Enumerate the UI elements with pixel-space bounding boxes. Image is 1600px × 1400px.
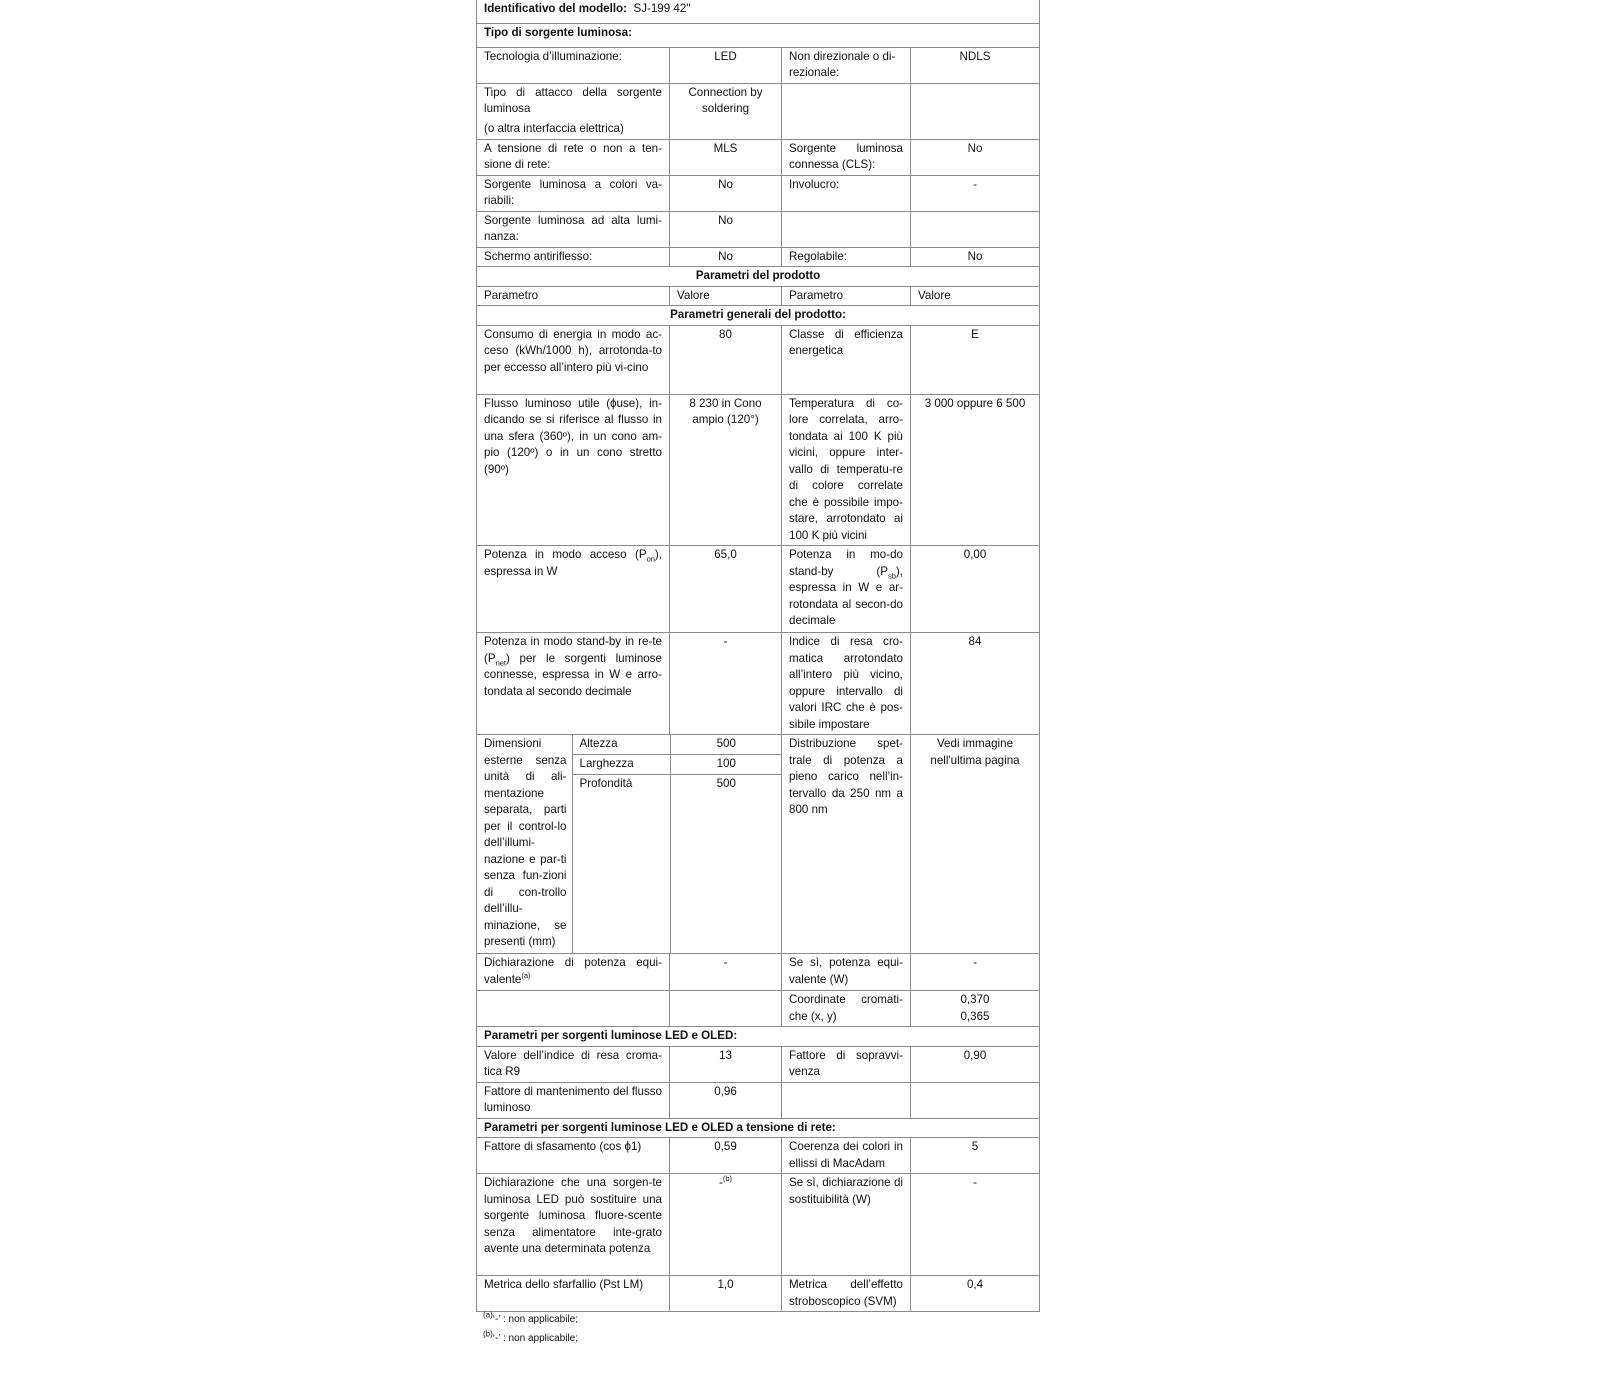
- equivalent-power-watt-value: -: [911, 954, 1040, 991]
- colour-temperature-label: Temperatura di co-lore correlata, arro-tondata ai 100 K più vicini, oppure inter-vallo di temperatu-re di colore correlate che è possibile impo-stare, arrotondato ai 100 K più vicini: [782, 394, 911, 546]
- empty-cell: [670, 991, 782, 1027]
- chromaticity-x: 0,370: [960, 993, 990, 1006]
- product-information-sheet: [476, 0, 1039, 1312]
- chromaticity-y: 0,365: [960, 1009, 990, 1023]
- macadam-consistency-value: 5: [911, 1138, 1040, 1174]
- product-parameters-table: [476, 0, 1040, 1312]
- footnotes: [483, 1310, 578, 1348]
- energy-class-label: Classe di efficienza energetica: [782, 325, 911, 394]
- colour-temperature-value: 3 000 oppure 6 500: [911, 394, 1040, 546]
- model-identifier-label: Identificativo del modello:: [484, 2, 628, 15]
- empty-cell: [782, 1082, 911, 1118]
- lighting-technology-value: LED: [670, 47, 782, 83]
- depth-label: Profondità: [572, 774, 670, 953]
- standby-power-label: Potenza in mo-do stand-by $(P_{sb})$, espressa in W e ar-rotondata al secon-do decimale: [782, 546, 911, 633]
- replacement-claim-watt-value: -: [911, 1174, 1040, 1276]
- envelope-label: Involucro:: [782, 175, 911, 211]
- model-identifier-row: [477, 0, 1040, 23]
- energy-consumption-label: Consumo di energia in modo ac-ceso (kWh/1000 h), arrotonda-to per eccesso all’intero più vi-cino: [477, 325, 670, 394]
- survival-factor-value: 0,90: [911, 1046, 1040, 1082]
- empty-cell: [477, 991, 670, 1027]
- column-header-value: Valore: [670, 286, 782, 306]
- chromaticity-value: [911, 991, 1040, 1027]
- height-value: 500: [716, 737, 736, 750]
- cap-type-value: Connection by soldering: [670, 83, 782, 139]
- column-header-value-2: Valore: [911, 286, 1040, 306]
- empty-cell: [911, 83, 1040, 139]
- colour-tuneable-value: No: [670, 175, 782, 211]
- width-label: Larghezza: [572, 754, 670, 774]
- r9-index-label: Valore dell’indice di resa croma-tica R9: [477, 1046, 670, 1082]
- equivalent-power-value: -: [670, 954, 782, 991]
- lumen-maintenance-value: 0,96: [670, 1082, 782, 1118]
- cap-type-label-note: (o altra interfaccia elettrica): [484, 121, 624, 135]
- networked-standby-power-value: -: [670, 633, 782, 735]
- cap-type-label: Tipo di attacco della sorgente luminosa: [484, 85, 662, 115]
- equivalent-power-label: Dichiarazione di potenza equi-valente$^{(a)}$: [477, 954, 670, 991]
- anti-glare-value: No: [670, 247, 782, 267]
- high-luminance-value: No: [670, 211, 782, 247]
- colour-rendering-index-label: Indice di resa cro-matica arrotondato all’intero più vicino, oppure intervallo di valori IRC che è pos-sibile impostare: [782, 633, 911, 735]
- outer-dimensions-label: Dimensioni esterne senza unità di ali-mentazione separata, parti per il control-lo dell’illumi-nazione e par-ti senza fun-zioni di con-trollo dell’illu-minazione, se presenti (mm): [477, 735, 572, 953]
- mains-value: MLS: [670, 139, 782, 175]
- led-parameters-title: Parametri per sorgenti luminose LED e OLED:: [477, 1027, 1040, 1047]
- replacement-claim-watt-label: Se sì, dichiarazione di sostituibilità (W): [782, 1174, 911, 1276]
- connected-source-value: No: [911, 139, 1040, 175]
- footnote-b: $^{(b)}$‘-’ : non applicabile;: [483, 1329, 579, 1344]
- dimmable-value: No: [911, 247, 1040, 267]
- column-header-parameter-2: Parametro: [782, 286, 911, 306]
- replacement-claim-label: Dichiarazione che una sorgen-te luminosa LED può sostituire una sorgente luminosa fluore-scente senza alimentatore inte-grato avente una determinata potenza: [477, 1174, 670, 1276]
- model-identifier-value: SJ-199 42": [633, 2, 691, 15]
- spectral-distribution-value: Vedi immagine nell'ultima pagina: [911, 735, 1040, 954]
- survival-factor-label: Fattore di sopravvi-venza: [782, 1046, 911, 1082]
- replacement-claim-value: -$^{(b)}$: [670, 1174, 782, 1276]
- stroboscopic-metric-label: Metrica dell’effetto stroboscopico (SVM): [782, 1276, 911, 1312]
- directional-label: Non direzionale o di-rezionale:: [782, 47, 911, 83]
- mains-led-parameters-title: Parametri per sorgenti luminose LED e OLED a tensione di rete:: [477, 1118, 1040, 1138]
- width-value: 100: [670, 754, 782, 774]
- energy-consumption-value: 80: [670, 325, 782, 394]
- r9-index-value: 13: [670, 1046, 782, 1082]
- equivalent-power-watt-label: Se sì, potenza equi-valente (W): [782, 954, 911, 991]
- light-source-section-title: Tipo di sorgente luminosa:: [477, 23, 1040, 47]
- standby-power-value: 0,00: [911, 546, 1040, 633]
- luminous-flux-value: 8 230 in Cono ampio (120°): [670, 394, 782, 546]
- depth-value: 500: [716, 776, 736, 790]
- stroboscopic-metric-value: 0,4: [911, 1276, 1040, 1312]
- connected-source-label: Sorgente luminosa connessa (CLS):: [782, 139, 911, 175]
- colour-tuneable-label: Sorgente luminosa a colori va-riabili:: [477, 175, 670, 211]
- chromaticity-label: Coordinate cromati-che (x, y): [782, 991, 911, 1027]
- empty-cell: [782, 211, 911, 247]
- dimensions-cell: [477, 735, 782, 954]
- colour-rendering-index-value: 84: [911, 633, 1040, 735]
- macadam-consistency-label: Coerenza dei colori in ellissi di MacAdam: [782, 1138, 911, 1174]
- on-mode-power-label: Potenza in modo acceso $(P_{on})$, espressa in W: [477, 546, 670, 633]
- anti-glare-label: Schermo antiriflesso:: [477, 247, 670, 267]
- high-luminance-label: Sorgente luminosa ad alta lumi-nanza:: [477, 211, 670, 247]
- networked-standby-power-label: Potenza in modo stand-by in re-te $(P_{net})$ per le sorgenti luminose connesse, espressa in W e arro-tondata al secondo decimale: [477, 633, 670, 735]
- luminous-flux-label: Flusso luminoso utile (ϕuse), in-dicando se si riferisce al flusso in una sfera (360º), in un cono am-pio (120º) o in un cono stretto (90º): [477, 394, 670, 546]
- on-mode-power-value: 65,0: [670, 546, 782, 633]
- flicker-metric-value: 1,0: [670, 1276, 782, 1312]
- empty-cell: [782, 83, 911, 139]
- lighting-technology-label: Tecnologia d’illuminazione:: [477, 47, 670, 83]
- empty-cell: [911, 211, 1040, 247]
- mains-label: A tensione di rete o non a ten-sione di rete:: [477, 139, 670, 175]
- energy-class-value: E: [911, 325, 1040, 394]
- spectral-distribution-label: Distribuzione spet-trale di potenza a pieno carico nell’in-tervallo da 250 nm a 800 nm: [782, 735, 911, 954]
- height-label: Altezza: [572, 735, 670, 754]
- general-parameters-title: Parametri generali del prodotto:: [477, 306, 1040, 326]
- flicker-metric-label: Metrica dello sfarfallio (Pst LM): [477, 1276, 670, 1312]
- empty-cell: [911, 1082, 1040, 1118]
- footnote-a: $^{(a)}$‘-’ : non applicabile;: [483, 1310, 579, 1325]
- lumen-maintenance-label: Fattore di mantenimento del flusso luminoso: [477, 1082, 670, 1118]
- envelope-value: -: [911, 175, 1040, 211]
- power-factor-value: 0,59: [670, 1138, 782, 1174]
- directional-value: NDLS: [911, 47, 1040, 83]
- power-factor-label: Fattore di sfasamento (cos ϕ1): [477, 1138, 670, 1174]
- column-header-parameter: Parametro: [477, 286, 670, 306]
- cap-type-cell: [477, 83, 670, 139]
- product-parameters-title: Parametri del prodotto: [477, 267, 1040, 287]
- dimmable-label: Regolabile:: [782, 247, 911, 267]
